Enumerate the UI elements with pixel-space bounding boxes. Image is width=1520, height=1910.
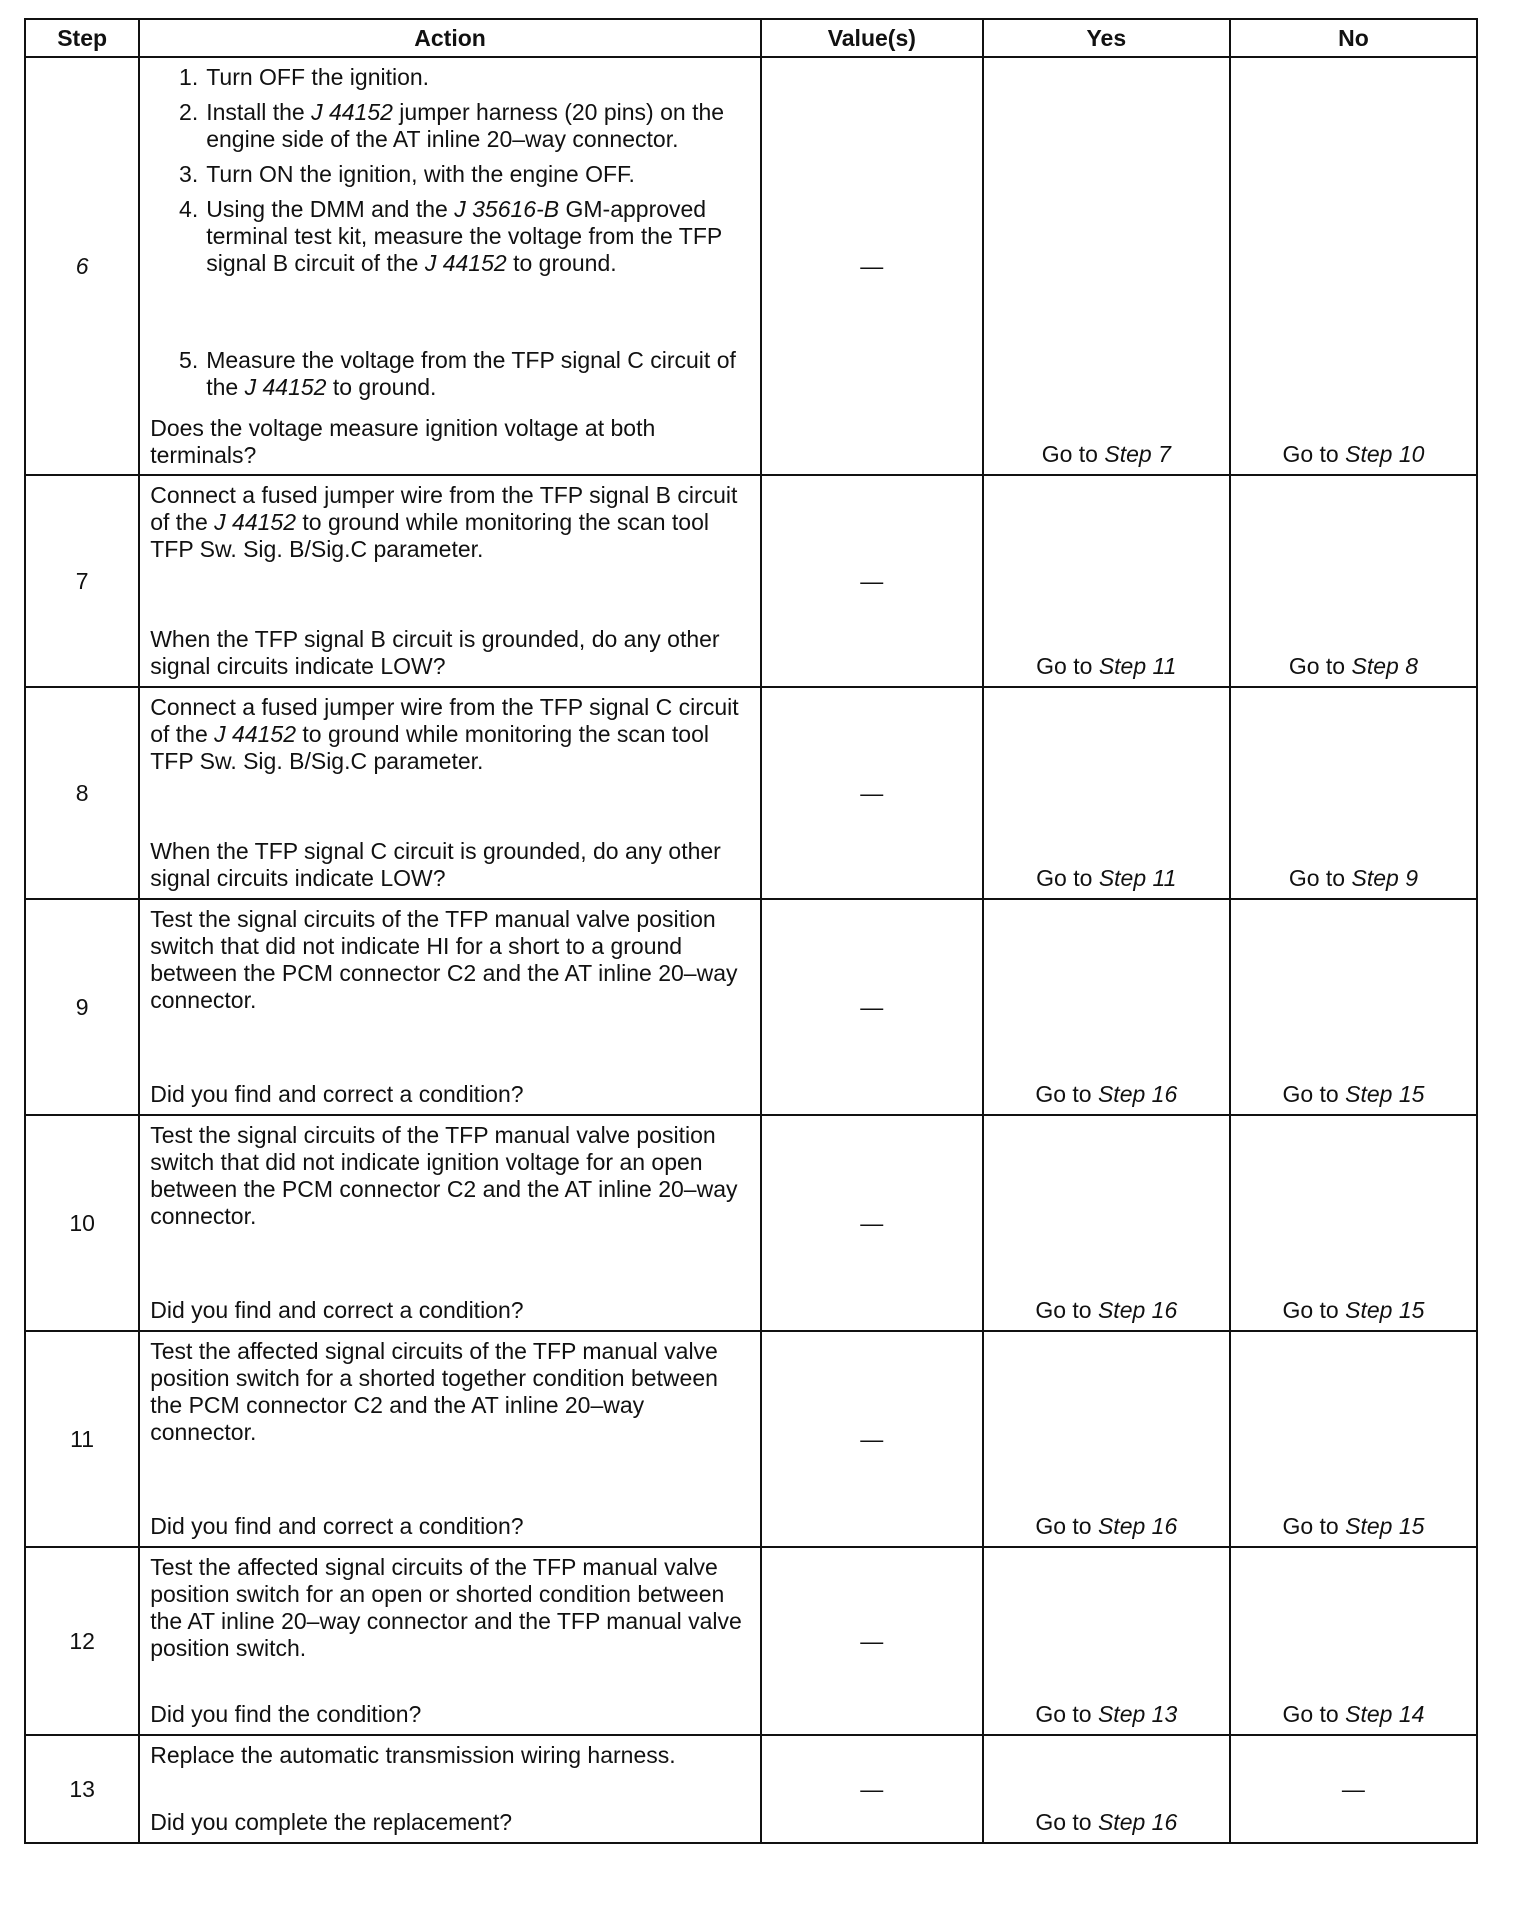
yes-step-link[interactable]: Step 13 [1097,1701,1178,1727]
action-cell [139,57,761,475]
yes-cell: Go to Step 11 [983,475,1230,687]
action-text: Test the signal circuits of the TFP manual valve position switch that did not indicate ignition voltage for an open between the PCM connector C2 and the AT inline 20–way connector. [150,1122,738,1229]
yes-step-link[interactable]: Step 16 [1097,1513,1178,1539]
action-text: Replace the automatic transmission wiring harness. [150,1742,676,1768]
header-yes: Yes [983,19,1230,57]
value-cell: — [761,57,983,475]
action-question: Did you find and correct a condition? [150,1081,524,1107]
header-row [25,19,1477,57]
action-question: Did you complete the replacement? [150,1809,513,1835]
table-row [25,687,1477,899]
tool-ref: J 44152 [214,721,297,747]
yes-step-link[interactable]: Step 11 [1098,865,1177,891]
action-cell [139,899,761,1115]
no-step-link[interactable]: Step 10 [1345,441,1425,467]
yes-step-link[interactable]: Step 11 [1098,653,1177,679]
value-cell: — [761,1331,983,1547]
no-step-link[interactable]: Step 14 [1345,1701,1425,1727]
action-text: Test the affected signal circuits of the TFP manual valve position switch for a shorted together condition between the PCM connector C2 and the AT inline 20–way connector. [150,1338,718,1445]
no-cell: Go to Step 15 [1230,1331,1477,1547]
table-row [25,1735,1477,1843]
no-step-link[interactable]: Step 9 [1351,865,1418,891]
no-step-link[interactable]: Step 15 [1345,1297,1425,1323]
action-text: Test the affected signal circuits of the TFP manual valve position switch for an open or shorted condition between the AT inline 20–way connector and the TFP manual valve position switch. [150,1554,742,1661]
step-number: 6 [25,57,139,475]
action-steps [150,64,752,401]
step-number: 8 [25,687,139,899]
value-cell: — [761,687,983,899]
table-row [25,57,1477,475]
no-cell: Go to Step 15 [1230,899,1477,1115]
action-cell [139,1331,761,1547]
yes-cell: Go to Step 16 [983,899,1230,1115]
action-step: 4. Using the DMM and the J 35616-B GM-approved terminal test kit, measure the voltage from the TFP signal B circuit of the J 44152 to ground. [179,196,722,276]
tool-ref: J 35616-B [454,196,560,222]
no-cell: Go to Step 15 [1230,1115,1477,1331]
step-number: 10 [25,1115,139,1331]
action-text: Test the signal circuits of the TFP manual valve position switch that did not indicate HI for a short to a ground between the PCM connector C2 and the AT inline 20–way connector. [150,906,738,1013]
action-cell [139,687,761,899]
yes-cell: Go to Step 11 [983,687,1230,899]
step-number: 13 [25,1735,139,1843]
header-values: Value(s) [761,19,983,57]
no-cell: Go to Step 14 [1230,1547,1477,1735]
yes-step-link[interactable]: Step 7 [1104,441,1171,467]
action-step: 1. Turn OFF the ignition. [179,64,430,90]
action-text: Connect a fused jumper wire from the TFP signal B circuit of the J 44152 to ground while monitoring the scan tool TFP Sw. Sig. B/Sig.C parameter. [150,482,738,562]
action-cell [139,475,761,687]
no-cell: — [1230,1735,1477,1843]
tool-ref: J 44152 [424,250,507,276]
yes-step-link[interactable]: Step 16 [1097,1297,1178,1323]
action-question: Did you find the condition? [150,1701,422,1727]
action-question: Does the voltage measure ignition voltage at both terminals? [150,415,656,468]
value-cell: — [761,1115,983,1331]
action-question: When the TFP signal C circuit is grounded, do any other signal circuits indicate LOW? [150,838,721,891]
tool-ref: J 44152 [214,509,297,535]
value-cell: — [761,899,983,1115]
header-action: Action [139,19,761,57]
value-cell: — [761,1735,983,1843]
action-step: 2. Install the J 44152 jumper harness (20 pins) on the engine side of the AT inline 20–way connector. [179,99,725,152]
step-number: 9 [25,899,139,1115]
header-no: No [1230,19,1477,57]
value-cell: — [761,1547,983,1735]
yes-step-link[interactable]: Step 16 [1097,1081,1178,1107]
step-number: 7 [25,475,139,687]
table-row [25,1331,1477,1547]
table-row [25,899,1477,1115]
value-cell: — [761,475,983,687]
table-row [25,1547,1477,1735]
yes-cell: Go to Step 13 [983,1547,1230,1735]
action-cell [139,1547,761,1735]
yes-step-link[interactable]: Step 16 [1097,1809,1178,1835]
action-cell [139,1115,761,1331]
yes-cell: Go to Step 16 [983,1115,1230,1331]
no-step-link[interactable]: Step 15 [1345,1513,1425,1539]
tool-ref: J 44152 [311,99,393,125]
tool-ref: J 44152 [244,374,327,400]
action-question: Did you find and correct a condition? [150,1513,524,1539]
no-cell: Go to Step 9 [1230,687,1477,899]
action-cell [139,1735,761,1843]
table-row [25,475,1477,687]
yes-cell: Go to Step 16 [983,1735,1230,1843]
no-cell: Go to Step 10 [1230,57,1477,475]
action-question: When the TFP signal B circuit is grounded, do any other signal circuits indicate LOW? [150,626,720,679]
action-step: 3. Turn ON the ignition, with the engine OFF. [179,161,635,187]
action-step: 5. Measure the voltage from the TFP signal C circuit of the J 44152 to ground. [179,347,736,400]
yes-cell: Go to Step 7 [983,57,1230,475]
action-text: Connect a fused jumper wire from the TFP signal C circuit of the J 44152 to ground while monitoring the scan tool TFP Sw. Sig. B/Sig.C parameter. [150,694,739,774]
no-cell: Go to Step 8 [1230,475,1477,687]
no-step-link[interactable]: Step 8 [1351,653,1418,679]
step-number: 11 [25,1331,139,1547]
no-step-link[interactable]: Step 15 [1345,1081,1425,1107]
diagnostic-table [24,18,1478,1844]
header-step: Step [25,19,139,57]
action-question: Did you find and correct a condition? [150,1297,524,1323]
table-row [25,1115,1477,1331]
step-number: 12 [25,1547,139,1735]
yes-cell: Go to Step 16 [983,1331,1230,1547]
